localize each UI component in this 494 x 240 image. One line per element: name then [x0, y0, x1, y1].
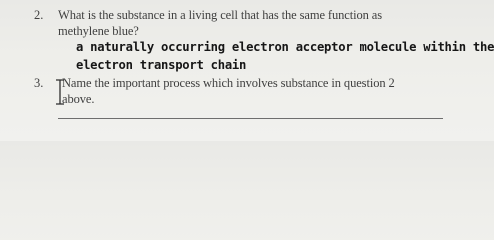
question-text: What is the substance in a living cell that has the same function as	[58, 8, 383, 22]
text-cursor-icon	[55, 79, 65, 105]
handwritten-answer: electron transport chain	[76, 58, 247, 72]
question-text: methylene blue?	[58, 24, 139, 38]
question-number: 2.	[34, 8, 44, 22]
question-text: Name the important process which involves substance in question 2	[62, 76, 395, 90]
answer-line[interactable]	[58, 118, 443, 119]
question-text: above.	[62, 92, 95, 106]
handwritten-answer: a naturally occurring electron acceptor molecule within the	[76, 40, 494, 54]
question-number: 3.	[34, 76, 44, 90]
